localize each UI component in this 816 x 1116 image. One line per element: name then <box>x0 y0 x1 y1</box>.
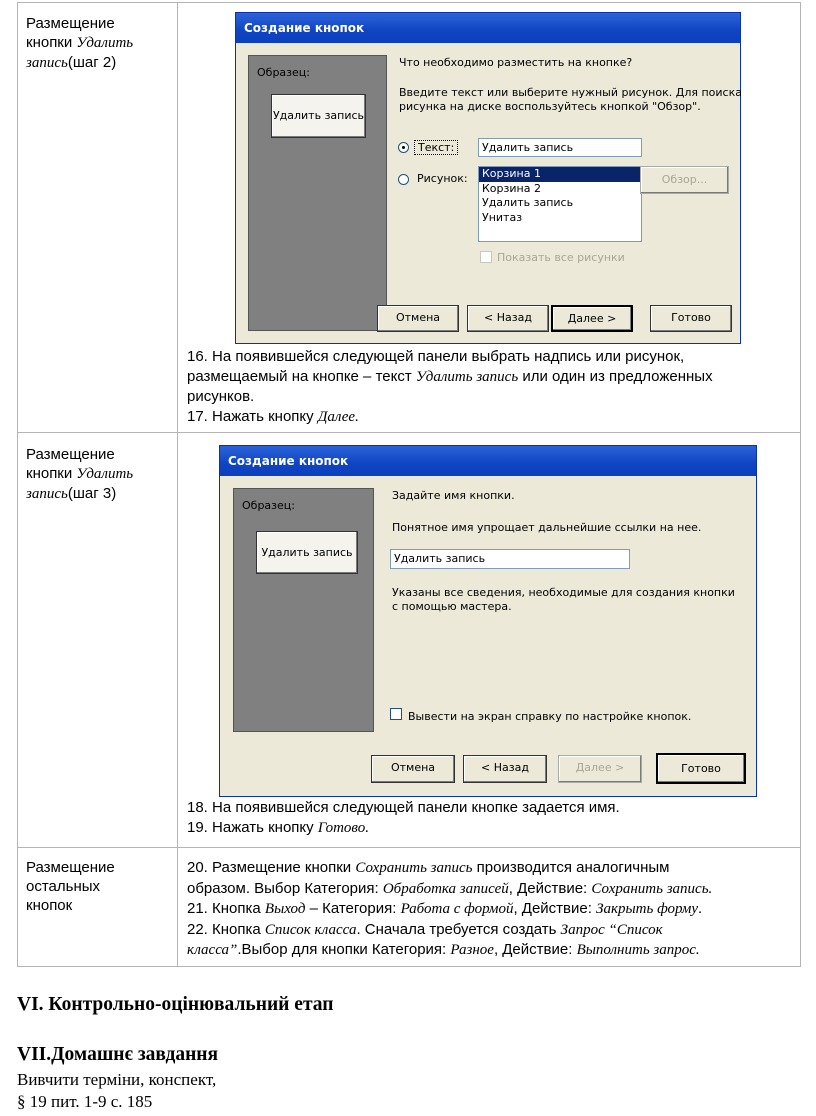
next-button[interactable]: Далее > <box>558 755 642 783</box>
sample-panel <box>248 55 387 331</box>
dialog-title: Создание кнопок <box>220 446 756 476</box>
section-7-heading: VII.Домашнє завдання <box>17 1044 219 1065</box>
row-3-text <box>187 858 792 961</box>
label-line: Размещение <box>26 859 115 876</box>
prompt-text: Задайте имя кнопки. <box>392 489 515 502</box>
label-line: кнопки Удалить <box>26 34 134 51</box>
sample-panel <box>233 488 374 732</box>
row-divider <box>17 432 801 433</box>
show-all-label: Показать все рисунки <box>497 251 625 264</box>
text-line: 17. Нажать кнопку Далее. <box>187 407 359 425</box>
hint-text: Введите текст или выберите нужный рисунок. Для поиска <box>399 86 742 99</box>
table-border-bottom <box>17 966 801 967</box>
text-line: 20. Размещение кнопки Сохранить запись производится аналогичным <box>187 859 670 876</box>
text-line: 19. Нажать кнопку Готово. <box>187 818 369 836</box>
row-2-text <box>187 798 792 838</box>
label-line: Размещение <box>26 446 115 463</box>
section-6-heading: VI. Контрольно-оцінювальний етап <box>17 994 334 1015</box>
button-name-input[interactable]: Удалить запись <box>390 549 630 569</box>
picture-radio-label[interactable]: Рисунок: <box>417 172 468 185</box>
cancel-button[interactable]: Отмена <box>377 305 459 332</box>
back-button[interactable]: < Назад <box>467 305 549 332</box>
finish-button[interactable]: Готово <box>650 305 732 332</box>
row-1-text <box>187 347 792 427</box>
show-all-checkbox[interactable] <box>480 251 492 263</box>
label-line: кнопки Удалить <box>26 465 134 482</box>
hint-text: рисунка на диске воспользуйтесь кнопкой "Обзор". <box>399 100 701 113</box>
help-checkbox[interactable] <box>390 708 402 720</box>
text-line: образом. Выбор Категория: Обработка записей, Действие: Сохранить запись. <box>187 879 713 897</box>
list-item[interactable]: Корзина 2 <box>482 181 541 195</box>
list-item[interactable]: Унитаз <box>482 210 523 224</box>
table-border-top <box>17 2 801 3</box>
cancel-button[interactable]: Отмена <box>371 755 455 783</box>
row-1-label <box>26 14 171 73</box>
table-border-right <box>800 2 801 966</box>
question-text: Что необходимо разместить на кнопке? <box>399 56 633 69</box>
sample-button: Удалить запись <box>271 94 366 138</box>
row-2-label <box>26 445 171 504</box>
sample-button: Удалить запись <box>256 531 358 574</box>
finish-button[interactable]: Готово <box>656 753 746 784</box>
list-item[interactable]: Удалить запись <box>482 196 574 209</box>
text-line: рисунков. <box>187 388 255 405</box>
done-text: с помощью мастера. <box>392 600 512 613</box>
wizard-dialog-step3 <box>219 445 757 797</box>
label-line: кнопок <box>26 897 73 914</box>
row-3-label <box>26 858 171 915</box>
text-line: размещаемый на кнопке – текст Удалить запись или один из предложенных <box>187 367 713 385</box>
label-line: запись(шаг 2) <box>26 54 117 71</box>
text-line: 18. На появившейся следующей панели кнопке задается имя. <box>187 799 620 816</box>
text-radio[interactable] <box>398 142 409 153</box>
picture-radio[interactable] <box>398 174 409 185</box>
label-line: Размещение <box>26 15 115 32</box>
column-divider <box>177 2 178 966</box>
wizard-dialog-step2 <box>235 12 741 344</box>
label-line: остальных <box>26 878 101 895</box>
table-border-left <box>17 2 18 966</box>
homework-line: § 19 пит. 1-9 с. 185 <box>17 1092 153 1111</box>
picture-list[interactable] <box>478 166 642 242</box>
help-checkbox-label[interactable]: Вывести на экран справку по настройке кнопок. <box>408 710 692 723</box>
done-text: Указаны все сведения, необходимые для создания кнопки <box>392 586 735 599</box>
back-button[interactable]: < Назад <box>463 755 547 783</box>
hint-text: Понятное имя упрощает дальнейшие ссылки на нее. <box>392 521 702 534</box>
sample-label: Образец: <box>242 499 295 512</box>
text-line: 22. Кнопка Список класса. Сначала требуется создать Запрос “Список <box>187 920 663 938</box>
next-button[interactable]: Далее > <box>551 305 633 332</box>
button-text-input[interactable]: Удалить запись <box>478 138 642 157</box>
dialog-title: Создание кнопок <box>236 13 740 43</box>
homework-line: Вивчити терміни, конспект, <box>17 1070 217 1089</box>
sample-label: Образец: <box>257 66 310 79</box>
row-divider <box>17 847 801 848</box>
list-item[interactable]: Корзина 1 <box>479 167 641 182</box>
text-line: класса”.Выбор для кнопки Категория: Разное, Действие: Выполнить запрос. <box>187 941 700 958</box>
label-line: запись(шаг 3) <box>26 485 117 502</box>
text-line: 16. На появившейся следующей панели выбрать надпись или рисунок, <box>187 348 685 365</box>
text-radio-label[interactable]: Текст: <box>414 140 458 155</box>
text-line: 21. Кнопка Выход – Категория: Работа с формой, Действие: Закрыть форму. <box>187 900 703 917</box>
browse-button[interactable]: Обзор... <box>640 166 729 194</box>
